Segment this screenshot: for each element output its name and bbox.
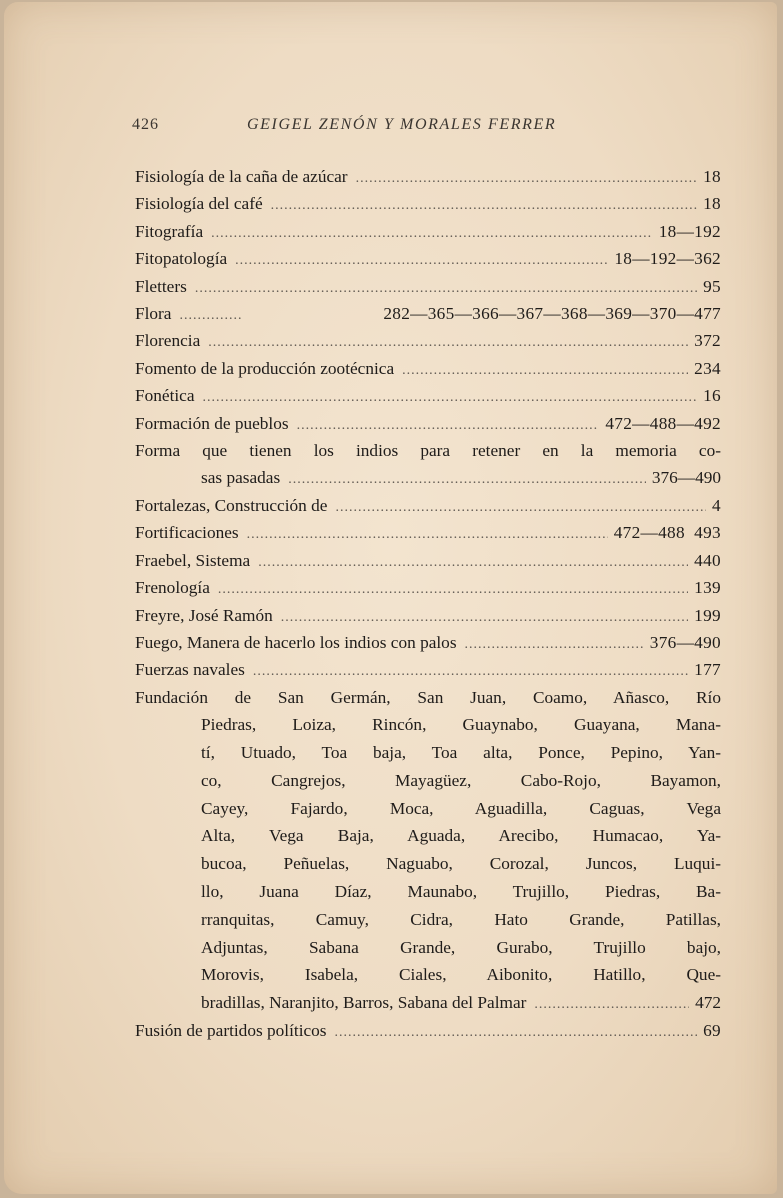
entry-term-line: llo, Juana Díaz, Maunabo, Trujillo, Piedras, Ba- [201, 882, 721, 901]
entry-pages: 472—488 493 [613, 523, 721, 543]
entry-term-line: Alta, Vega Baja, Aguada, Arecibo, Humacao, Ya- [201, 826, 721, 846]
index-entry [135, 355, 721, 382]
entry-term-line: co, Cangrejos, Mayagüez, Cabo-Rojo, Bayamon, [201, 770, 721, 790]
entry-pages: 18 [703, 194, 721, 214]
entry-term-line: Morovis, Isabela, Ciales, Aibonito, Hatillo, Que- [201, 965, 721, 985]
entry-term: Fisiología de la caña de azúcar [135, 167, 348, 186]
index-entry [135, 245, 721, 272]
entry-term-line: Piedras, Loiza, Rincón, Guaynabo, Guayana, Mana- [201, 715, 721, 735]
entry-term: Fortalezas, Construcción de [135, 496, 328, 516]
entry-term: Formación de pueblos [135, 413, 289, 433]
index-entry [135, 300, 721, 327]
entry-term-line: rranquitas, Camuy, Cidra, Hato Grande, Patillas, [201, 909, 721, 929]
index-entry [135, 327, 721, 354]
index-entry [135, 190, 721, 217]
entry-pages: 472 [695, 993, 721, 1013]
dot-leader [258, 549, 688, 576]
entry-pages: 95 [703, 276, 721, 296]
dot-leader [335, 494, 706, 521]
entry-term-line: tí, Utuado, Toa baja, Toa alta, Ponce, Pepino, Yan- [201, 743, 721, 763]
dot-leader [203, 384, 698, 411]
index-entry-multiline [135, 684, 721, 1017]
entry-pages: 18 [703, 167, 721, 186]
entry-pages: 18—192 [658, 221, 721, 241]
page-number: 426 [132, 116, 159, 133]
entry-term: Fomento de la producción zootécnica [135, 358, 395, 378]
entry-term: Fuego, Manera de hacerlo los indios con palos [135, 633, 457, 653]
entry-pages: 440 [694, 550, 721, 570]
entry-term: Fletters [135, 276, 187, 296]
dot-leader [208, 329, 688, 356]
entry-term: sas pasadas [201, 468, 281, 488]
index-entry [135, 629, 721, 656]
index-entry [135, 519, 721, 546]
entry-pages: 472—488—492 [605, 413, 721, 433]
entry-term-last-line [135, 464, 721, 492]
index-entry [135, 218, 721, 245]
entry-term: Fortificaciones [135, 523, 239, 543]
entry-pages: 376—490 [651, 468, 721, 488]
entry-pages: 16 [703, 386, 721, 406]
index-entry [135, 163, 721, 190]
page-header [4, 116, 777, 140]
dot-leader [297, 412, 600, 439]
entry-pages: 234 [694, 358, 721, 378]
entry-term: Fuerzas navales [135, 660, 245, 680]
dot-leader [281, 604, 688, 631]
dot-leader [218, 576, 688, 603]
entry-pages: 376—490 [649, 633, 721, 653]
index-entry [135, 574, 721, 601]
index-entry [135, 410, 721, 437]
index-entry [135, 492, 721, 519]
dot-leader [402, 357, 688, 384]
dot-leader [235, 247, 608, 274]
entry-pages: 69 [703, 1020, 721, 1040]
entry-term-line: Fundación de San Germán, San Juan, Coamo, Añasco, Río [135, 687, 721, 707]
entry-pages: 177 [694, 660, 721, 680]
entry-term: Florencia [135, 331, 201, 351]
dot-leader [356, 165, 698, 192]
dot-leader [211, 220, 653, 247]
entry-pages: 282—365—366—367—368—369—370—477 [383, 303, 721, 323]
entry-pages: 199 [694, 605, 721, 625]
index-entry [135, 1017, 721, 1044]
index-entry [135, 273, 721, 300]
index-entry [135, 656, 721, 683]
index-entry [135, 602, 721, 629]
dot-leader [195, 275, 697, 302]
dot-leader [271, 192, 697, 219]
dot-leader [335, 1019, 698, 1046]
index-entry-multiline [135, 437, 721, 492]
entry-term: Frenología [135, 578, 210, 598]
entry-term: Fitopatología [135, 249, 228, 269]
index-entry [135, 382, 721, 409]
entry-pages: 18—192—362 [614, 249, 721, 269]
book-page [4, 2, 777, 1194]
entry-term-line: bucoa, Peñuelas, Naguabo, Corozal, Juncos, Luqui- [201, 854, 721, 874]
entry-term: Fraebel, Sistema [135, 550, 251, 570]
index-list [135, 163, 721, 1044]
running-head: GEIGEL ZENÓN Y MORALES FERRER [247, 116, 557, 133]
entry-term: Freyre, José Ramón [135, 605, 273, 625]
entry-term-last-line [135, 989, 721, 1017]
dot-leader [465, 631, 644, 658]
entry-term: Fitografía [135, 221, 204, 241]
dot-leader [534, 991, 689, 1019]
entry-term: Fisiología del café [135, 194, 263, 214]
entry-pages: 139 [694, 578, 721, 598]
entry-term: bradillas, Naranjito, Barros, Sabana del Palmar [201, 993, 527, 1013]
dot-leader [247, 521, 608, 548]
dot-leader [288, 466, 646, 494]
entry-term: Flora [135, 303, 172, 323]
entry-term-line: Forma que tienen los indios para retener en la memoria co- [135, 440, 721, 460]
entry-pages: 372 [694, 331, 721, 351]
index-entry [135, 547, 721, 574]
dot-leader [253, 658, 688, 685]
dot-leader [179, 302, 243, 329]
entry-term: Fusión de partidos políticos [135, 1020, 327, 1040]
entry-term: Fonética [135, 386, 195, 406]
entry-term-line: Adjuntas, Sabana Grande, Gurabo, Trujillo bajo, [201, 937, 721, 957]
entry-term-line: Cayey, Fajardo, Moca, Aguadilla, Caguas, Vega [201, 798, 721, 818]
entry-pages: 4 [712, 496, 721, 516]
